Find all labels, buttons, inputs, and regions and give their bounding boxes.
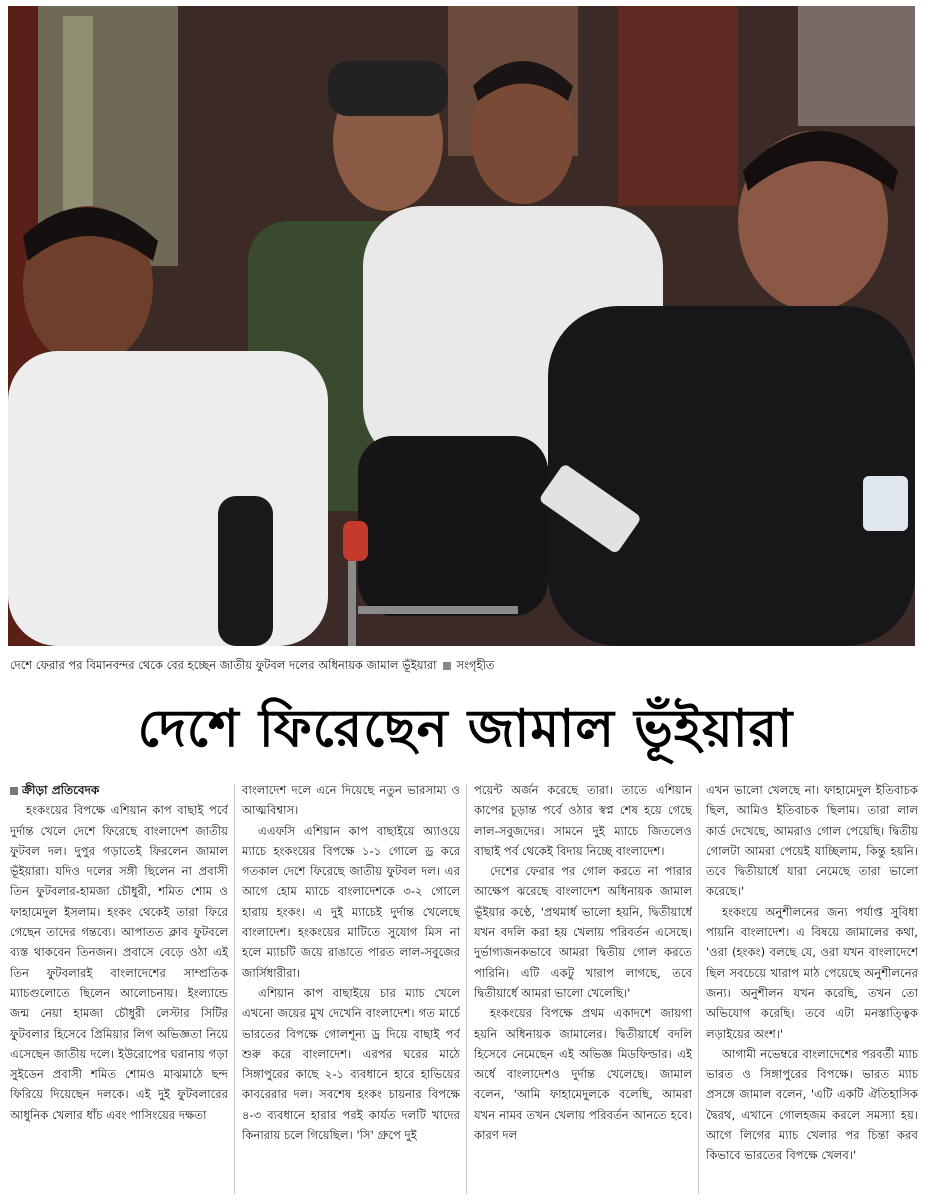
- caption-text: দেশে ফেরার পর বিমানবন্দর থেকে বের হচ্ছেন জাতীয় ফুটবল দলের অধিনায়ক জামাল ভূঁইয়ারা: [10, 658, 437, 672]
- article-column-4: [706, 780, 918, 1195]
- paragraph: পয়েন্ট অর্জন করেছে তারা। তাতে এশিয়ান কাপের চূড়ান্ত পর্বে ওঠার স্বপ্ন শেষ হয়ে গেছে লাল-সবুজদের। সামনে দুই ম্যাচে জিতলেও বাছাই পর্ব থেকেই বিদায় নিচ্ছে বাংলাদেশ।: [474, 783, 692, 858]
- news-photo: [8, 6, 915, 646]
- paragraph: দেশের ফেরার পর গোল করতে না পারার আক্ষেপ ঝরেছে বাংলাদেশ অধিনায়ক জামাল ভূঁইয়ার কণ্ঠে, 'প্রথমার্ধ ভালো হয়নি, দ্বিতীয়ার্ধে যখন বদলি করা হয় খেলায় পরিবর্তন এসেছে। দুর্ভাগ্যজনকভাবে আমরা দ্বিতীয় গোল করতে পারিনি। এটি একটু খারাপ লাগছে, তবে দ্বিতীয়ার্ধে আমরা ভালো খেলেছি।': [474, 864, 692, 1000]
- byline: [10, 780, 228, 800]
- paragraph: এশিয়ান কাপ বাছাইয়ে চার ম্যাচ খেলে এখনো জয়ের মুখ দেখেনি বাংলাদেশ। গত মার্চে ভারতের বিপক্ষে গোলশূন্য ড্র দিয়ে বাছাই পর্ব শুরু করে বাংলাদেশ। এরপর ঘরের মাঠে সিঙ্গাপুরের কাছে ২-১ ব্যবধানে হারে হাভিয়ের কাবরেরার দল। সবশেষ হংকং চায়নার বিপক্ষে ৪-৩ ব্যবধানে হারার পরই কার্যত দলটি খাদের কিনারায় চলে গিয়েছিল। 'সি' গ্রুপে দুই: [242, 985, 460, 1143]
- paragraph: বাংলাদেশ দলে এনে দিয়েছে নতুন ভারসাম্য ও আত্মবিশ্বাস।: [242, 783, 460, 818]
- paragraph: হংকংয়ে অনুশীলনের জন্য পর্যাপ্ত সুবিধা পায়নি বাংলাদেশ। এ বিষয়ে জামালের কথা, 'ওরা (হংকং) বলছে যে, ওরা যখন বাংলাদেশে ছিল সবচেয়ে খারাপ মাঠ পেয়েছে অনুশীলনের জন্য। অনুশীলন যখন করেছি, তখন তো অভিযোগ করেছি। তবে এটা মনস্তাত্ত্বিক লড়াইয়ের অংশ।': [706, 904, 918, 1041]
- byline-text: ক্রীড়া প্রতিবেদক: [22, 783, 100, 797]
- column-divider: [698, 784, 699, 1194]
- paragraph: হংকংয়ের বিপক্ষে প্রথম একাদশে জায়গা হয়নি অধিনায়ক জামালের। দ্বিতীয়ার্ধে বদলি হিসেবে নেমেছেন এই অভিজ্ঞ মিডফিল্ডার। এই অর্ধে বাংলাদেশও দুর্দান্ত খেলেছে। জামাল বলেন, 'আমি ফাহামেদুলকে বলেছি, আমরা যখন নামব তখন খেলায় পরিবর্তন আনতে হবে। কারণ দল: [474, 1006, 692, 1143]
- paragraph: এএফসি এশিয়ান কাপ বাছাইয়ে অ্যাওয়ে ম্যাচে হংকংয়ের বিপক্ষে ১-১ গোলে ড্র করে গতকাল দেশে ফিরেছে জাতীয় ফুটবল দল। এর আগে হোম ম্যাচে বাংলাদেশকে ৩-২ গোলে হারায় হংকং। এ দুই ম্যাচেই দুর্দান্ত খেলেছে বাংলাদেশ। হংকংয়ের মাটিতে সুযোগ মিস না হলে ম্যাচটি জয়ে রাঙাতে পারত লাল-সবুজের জার্সিধারীরা।: [242, 823, 460, 980]
- article-column-1: [10, 780, 228, 1195]
- paragraph: এখন ভালো খেলছে না। ফাহামেদুল ইতিবাচক ছিল, আমিও ইতিবাচক ছিলাম। তারা লাল কার্ড দেখেছে, আমরাও গোল পেয়েছি। দ্বিতীয় গোলটা আমরা পেয়েই যাচ্ছিলাম, কিন্তু হয়নি। তবে দ্বিতীয়ার্ধে যারা নেমেছে তারা ভালো করেছে।': [706, 783, 918, 899]
- article-headline: দেশে ফিরেছেন জামাল ভূঁইয়ারা: [137, 698, 794, 759]
- article-column-2: [242, 780, 460, 1195]
- photo-caption: [10, 655, 915, 675]
- caption-separator-square-icon: [443, 662, 451, 670]
- column-divider: [234, 784, 235, 1194]
- column-divider: [466, 784, 467, 1194]
- paragraph: আগামী নভেম্বরে বাংলাদেশের পরবর্তী ম্যাচ ভারত ও সিঙ্গাপুরের বিপক্ষে। ভারত ম্যাচ প্রসঙ্গে জামাল বলেন, 'এটি একটি ঐতিহাসিক দ্বৈরথ, এখানে গোলহজম করলে সমস্যা হয়। আগে লিগের ম্যাচ খেলার পর চিন্তা করব কিভাবে ভারতের বিপক্ষে খেলব।': [706, 1046, 918, 1163]
- article-column-3: [474, 780, 692, 1195]
- paragraph: হংকংয়ের বিপক্ষে এশিয়ান কাপ বাছাই পর্বে দুর্দান্ত খেলে দেশে ফিরেছে বাংলাদেশ জাতীয় ফুটবল দল। দুপুর গড়াতেই ফিরলেন জামাল ভূঁইয়ারা। যদিও দলের সঙ্গী ছিলেন না প্রবাসী তিন ফুটবলার-হামজা চৌধুরী, শমিত শোম ও ফাহামেদুল ইসলাম। হংকং থেকেই তারা ফিরে গেছেন তাদের গন্তব্যে। আপাতত ক্লাব ফুটবলে ব্যস্ত থাকবেন তিনজন। প্রবাসে বেড়ে ওঠা এই তিন ফুটবলারই বাংলাদেশের সাম্প্রতিক ম্যাচগুলোতে ছিলেন আলোচনায়। ইংল্যান্ডে জন্ম নেয়া হামজা চৌধুরী লেস্টার সিটির ফুটবলার হিসেবে প্রিমিয়ার লিগ অভিজ্ঞতা নিয়ে এসেছেন জাতীয় দলে। ইউরোপের ঘরানায় গড়া সুইডেন প্রবাসী শমিত শোমও মাঝমাঠে ছন্দ ফিরিয়ে দিয়েছেন দলকে। এই দুই ফুটবলারের আধুনিক খেলার ধাঁচ এবং পাসিংয়ের দক্ষতা: [10, 803, 228, 1122]
- caption-credit: সংগৃহীত: [456, 658, 495, 672]
- bullet-square-icon: [10, 787, 18, 795]
